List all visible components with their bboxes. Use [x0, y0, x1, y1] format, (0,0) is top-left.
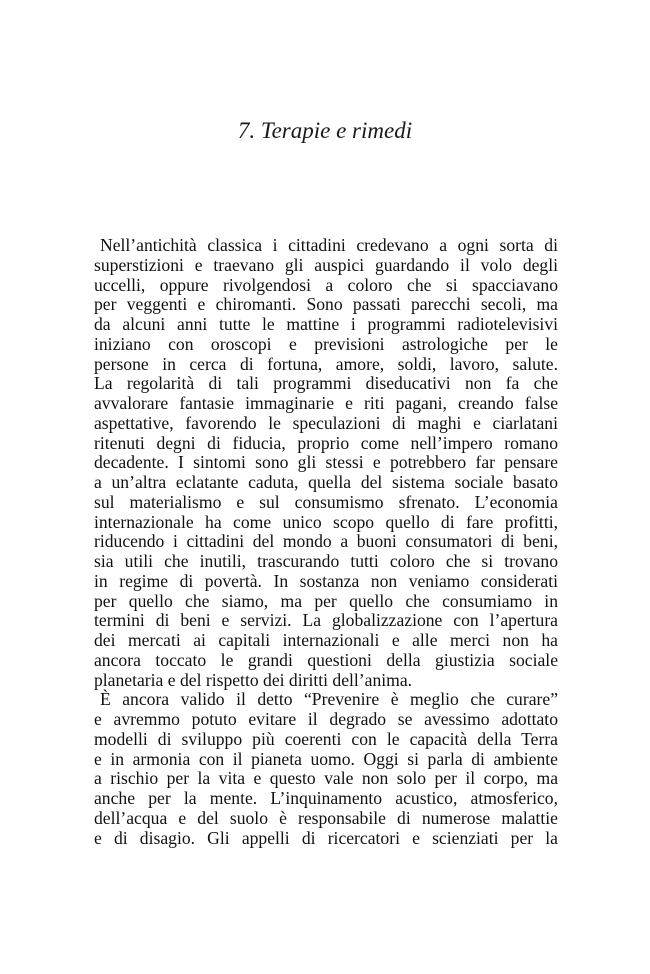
- text-line: anche per la mente. L’inquinamento acustico, atmosferico,: [94, 788, 558, 808]
- text-line: È ancora valido il detto “Prevenire è meglio che curare”: [100, 689, 558, 710]
- text-line: internazionale ha come unico scopo quello di fare profitti,: [94, 511, 558, 532]
- text-line: ancora toccato le grandi questioni della giustizia sociale: [94, 649, 558, 670]
- text-line: aspettative, favorendo le speculazioni di maghi e ciarlatani: [94, 412, 558, 433]
- text-line: planetaria e del rispetto dei diritti dell’anima.: [94, 669, 413, 690]
- text-line: uccelli, oppure rivolgendosi a coloro che si spacciavano: [94, 274, 558, 295]
- text-line: decadente. I sintomi sono gli stessi e potrebbero far pensare: [94, 452, 558, 473]
- text-line: a un’altra eclatante caduta, quella del sistema sociale basato: [94, 472, 558, 492]
- text-line: iniziano con oroscopi e previsioni astrologiche per le: [94, 333, 558, 354]
- text-line: avvalorare fantasie immaginarie e riti pagani, creando false: [94, 393, 558, 413]
- text-line: La regolarità di tali programmi diseducativi non fa che: [94, 373, 558, 394]
- text-line: superstizioni e traevano gli auspici guardando il volo degli: [94, 254, 558, 275]
- text-line: Nell’antichità classica i cittadini credevano a ogni sorta di: [100, 235, 558, 255]
- text-line: riducendo i cittadini del mondo a buoni consumatori di beni,: [94, 531, 558, 552]
- text-line: termini di beni e servizi. La globalizzazione con l’apertura: [94, 610, 558, 631]
- text-line: modelli di sviluppo più coerenti con le capacità della Terra: [94, 728, 558, 749]
- text-line: persone in cerca di fortuna, amore, soldi, lavoro, salute.: [94, 353, 558, 374]
- body-text: [94, 236, 558, 848]
- text-line: dell’acqua e del suolo è responsabile di numerose malattie: [94, 807, 558, 828]
- chapter-title: 7. Terapie e rimedi: [237, 118, 413, 143]
- text-line: ritenuti degni di fiducia, proprio come nell’impero romano: [94, 432, 558, 453]
- text-line: e di disagio. Gli appelli di ricercatori e scienziati per la: [94, 827, 558, 848]
- text-line: sia utili che inutili, trascurando tutti coloro che si trovano: [94, 551, 558, 571]
- text-line: dei mercati ai capitali internazionali e alle merci non ha: [94, 630, 558, 650]
- text-line: e avremmo potuto evitare il degrado se avessimo adottato: [94, 709, 558, 729]
- text-line: a rischio per la vita e questo vale non solo per il corpo, ma: [94, 768, 558, 789]
- text-line: in regime di povertà. In sostanza non veniamo considerati: [94, 570, 558, 591]
- text-line: per veggenti e chiromanti. Sono passati parecchi secoli, ma: [94, 294, 558, 315]
- text-line: e in armonia con il pianeta uomo. Oggi si parla di ambiente: [94, 748, 558, 769]
- text-line: da alcuni anni tutte le mattine i programmi radiotelevisivi: [94, 314, 558, 334]
- text-line: per quello che siamo, ma per quello che consumiamo in: [94, 590, 558, 611]
- text-line: sul materialismo e sul consumismo sfrenato. L’economia: [94, 491, 558, 512]
